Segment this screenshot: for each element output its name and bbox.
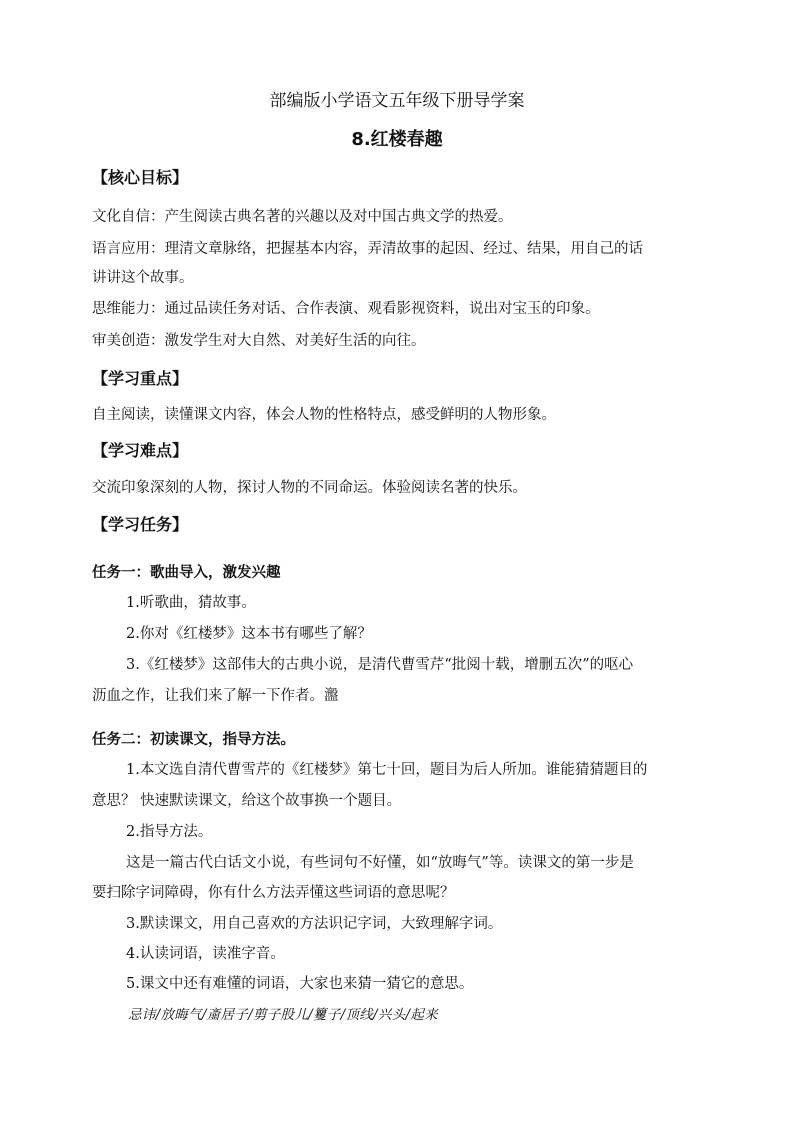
task2-line: 4.认读词语，读准字音。 bbox=[126, 946, 285, 962]
goal-line: 讲讲这个故事。 bbox=[92, 270, 194, 286]
goal-line: 文化自信：产生阅读古典名著的兴趣以及对中国古典文学的热爱。 bbox=[92, 209, 513, 225]
task1-line: 3.《红楼梦》这部伟大的古典小说，是清代曹雪芹“批阅十载，增删五次”的呕心 bbox=[126, 657, 634, 673]
task2-line: 这是一篇古代白话文小说，有些词句不好懂，如“放晦气”等。读课文的第一步是 bbox=[126, 855, 634, 871]
key-point-line: 自主阅读，读懂课文内容，体会人物的性格特点，感受鲜明的人物形象。 bbox=[92, 407, 556, 423]
lesson-title: 8.红楼春趣 bbox=[351, 129, 443, 150]
tasks-heading: 【学习任务】 bbox=[92, 515, 189, 534]
task1-line: 沥血之作，让我们来了解一下作者。瀊 bbox=[92, 688, 339, 704]
key-points-heading: 【学习重点】 bbox=[92, 369, 189, 388]
task2-line: 意思？ 快速默读课文，给这个故事换一个题目。 bbox=[92, 793, 402, 809]
task1-line: 1.听歌曲，猜故事。 bbox=[126, 595, 256, 611]
task2-line: 5.课文中还有难懂的词语，大家也来猜一猜它的意思。 bbox=[126, 976, 474, 992]
task2-line: 2.指导方法。 bbox=[126, 824, 213, 840]
task2-line: 1.本文选自清代曹雪芹的《红楼梦》第七十回，题目为后人所加。谁能猜猜题目的 bbox=[126, 762, 648, 778]
task1-line: 2.你对《红楼梦》这本书有哪些了解？ bbox=[126, 626, 372, 642]
goal-line: 审美创造：激发学生对大自然、对美好生活的向往。 bbox=[92, 333, 426, 349]
difficulty-line: 交流印象深刻的人物，探讨人物的不同命运。体验阅读名著的快乐。 bbox=[92, 480, 527, 496]
goal-line: 思维能力：通过品读任务对话、合作表演、观看影视资料，说出对宝玉的印象。 bbox=[92, 301, 600, 317]
task1-title: 任务一：歌曲导入，激发兴趣 bbox=[92, 564, 281, 581]
difficulties-heading: 【学习难点】 bbox=[92, 441, 189, 460]
vocabulary-list: 忌讳/放晦气/齑居子/剪子股儿/籰子/顶线/兴头/起来 bbox=[128, 1007, 438, 1023]
task2-line: 要扫除字词障碍，你有什么方法弄懂这些词语的意思呢？ bbox=[92, 885, 455, 901]
goal-line: 语言应用：理清文章脉络，把握基本内容，弄清故事的起因、经过、结果，用自己的话 bbox=[92, 241, 643, 257]
task2-title: 任务二：初读课文，指导方法。 bbox=[92, 731, 295, 748]
document-title: 部编版小学语文五年级下册导学案 bbox=[269, 91, 525, 111]
task2-line: 3.默读课文，用自己喜欢的方法识记字词，大致理解字词。 bbox=[126, 916, 503, 932]
goals-heading: 【核心目标】 bbox=[92, 168, 189, 187]
